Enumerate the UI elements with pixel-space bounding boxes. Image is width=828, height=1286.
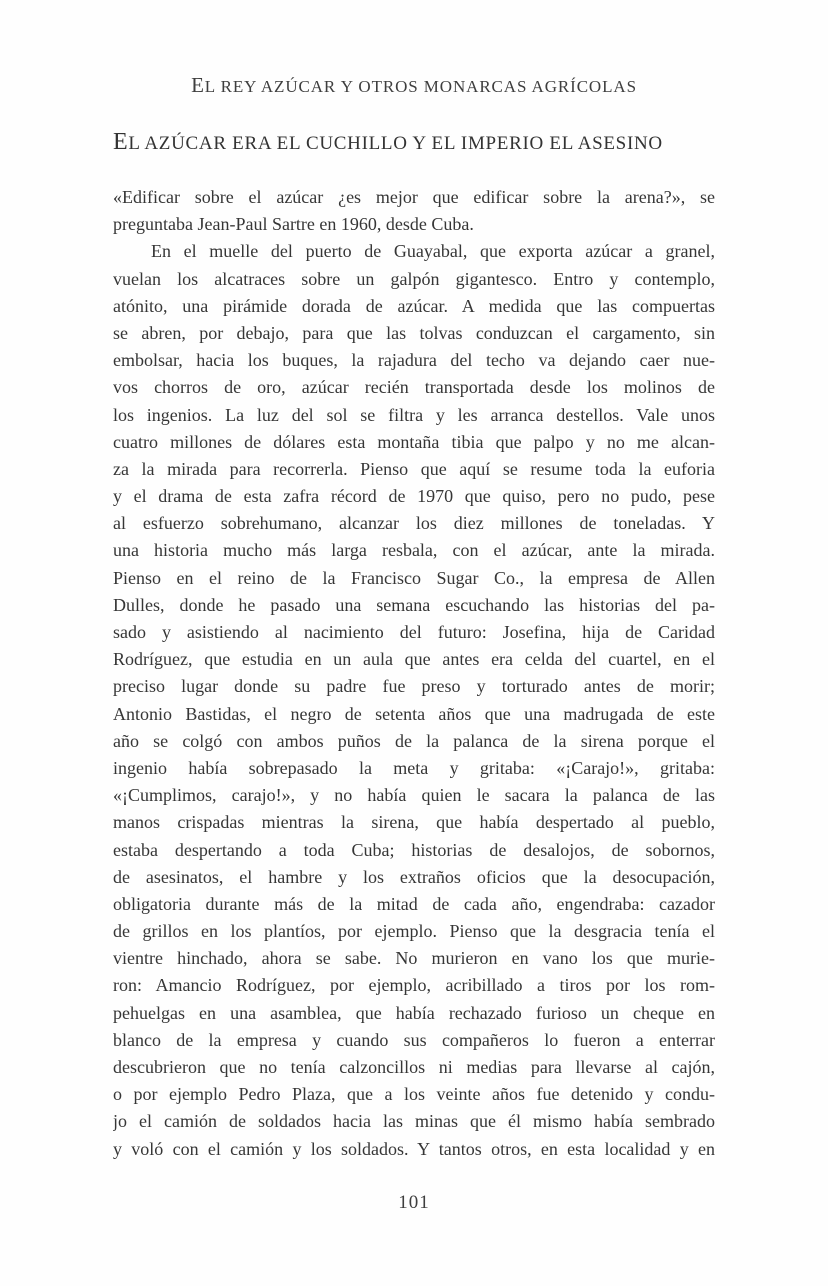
body-line: los ingenios. La luz del sol se filtra y les arranca destellos. Vale unos	[113, 404, 715, 425]
body-line: blanco de la empresa y cuando sus compañeros lo fueron a enterrar	[113, 1029, 715, 1050]
page-number: 101	[398, 1192, 430, 1213]
body-line: descubrieron que no tenía calzoncillos ni medias para llevarse al cajón,	[113, 1057, 715, 1077]
running-header: EL REY AZÚCAR Y OTROS MONARCAS AGRÍCOLAS	[191, 73, 637, 97]
body-line: ingenio había sobrepasado la meta y gritaba: «¡Carajo!», gritaba:	[113, 757, 715, 778]
body-line: de grillos en los plantíos, por ejemplo. Pienso que la desgracia tenía el	[113, 921, 715, 942]
section-heading: EL AZÚCAR ERA EL CUCHILLO Y EL IMPERIO EL ASESINO	[113, 129, 663, 155]
body-line: y el drama de esta zafra récord de 1970 que quiso, pero no pudo, pese	[113, 486, 715, 507]
body-line: y voló con el camión y los soldados. Y tantos otros, en esta localidad y en	[113, 1138, 715, 1159]
body-line: embolsar, hacia los buques, la rajadura del techo va dejando caer nue-	[113, 350, 715, 371]
body-line: «Edificar sobre el azúcar ¿es mejor que edificar sobre la arena?», se	[113, 187, 715, 207]
body-line: sado y asistiendo al nacimiento del futuro: Josefina, hija de Caridad	[113, 622, 715, 642]
body-line: preguntaba Jean-Paul Sartre en 1960, desde Cuba.	[113, 214, 474, 235]
body-line: al esfuerzo sobrehumano, alcanzar los diez millones de toneladas. Y	[113, 513, 715, 534]
body-line: Antonio Bastidas, el negro de setenta años que una madrugada de este	[113, 703, 715, 724]
body-line: año se colgó con ambos puños de la palanca de la sirena porque el	[113, 730, 715, 751]
body-text	[113, 184, 715, 1163]
body-line: vientre hinchado, ahora se sabe. No murieron en vano los que murie-	[113, 948, 715, 969]
body-line: se abren, por debajo, para que las tolvas conduzcan el cargamento, sin	[113, 322, 715, 343]
body-line: de asesinatos, el hambre y los extraños oficios que la desocupación,	[113, 866, 715, 887]
body-line: «¡Cumplimos, carajo!», y no había quien le sacara la palanca de las	[113, 785, 715, 806]
body-line: o por ejemplo Pedro Plaza, que a los veinte años fue detenido y condu-	[113, 1084, 715, 1105]
body-line: Dulles, donde he pasado una semana escuchando las historias del pa-	[113, 594, 715, 615]
paragraph	[113, 238, 715, 1162]
body-line: za la mirada para recorrerla. Pienso que aquí se resume toda la euforia	[113, 458, 715, 479]
body-line: cuatro millones de dólares esta montaña tibia que palpo y no me alcan-	[113, 431, 715, 452]
body-line: ron: Amancio Rodríguez, por ejemplo, acribillado a tiros por los rom-	[113, 975, 715, 996]
body-line: una historia mucho más larga resbala, con el azúcar, ante la mirada.	[113, 540, 715, 561]
body-line: Rodríguez, que estudia en un aula que antes era celda del cuartel, en el	[113, 649, 715, 670]
body-line: estaba despertando a toda Cuba; historias de desalojos, de sobornos,	[113, 839, 715, 860]
body-line: vos chorros de oro, azúcar recién transportada desde los molinos de	[113, 377, 715, 398]
body-line: atónito, una pirámide dorada de azúcar. A medida que las compuertas	[113, 295, 715, 316]
body-line: Pienso en el reino de la Francisco Sugar Co., la empresa de Allen	[113, 567, 715, 588]
body-line: jo el camión de soldados hacia las minas que él mismo había sembrado	[113, 1111, 715, 1132]
body-line: obligatoria durante más de la mitad de cada año, engendraba: cazador	[113, 893, 715, 914]
body-line: vuelan los alcatraces sobre un galpón gigantesco. Entro y contemplo,	[113, 268, 715, 289]
paragraph	[113, 184, 715, 238]
body-line: preciso lugar donde su padre fue preso y torturado antes de morir;	[113, 676, 715, 697]
body-line: pehuelgas en una asamblea, que había rechazado furioso un cheque en	[113, 1002, 715, 1023]
body-line: En el muelle del puerto de Guayabal, que exporta azúcar a granel,	[151, 241, 715, 262]
body-line: manos crispadas mientras la sirena, que había despertado al pueblo,	[113, 812, 715, 833]
